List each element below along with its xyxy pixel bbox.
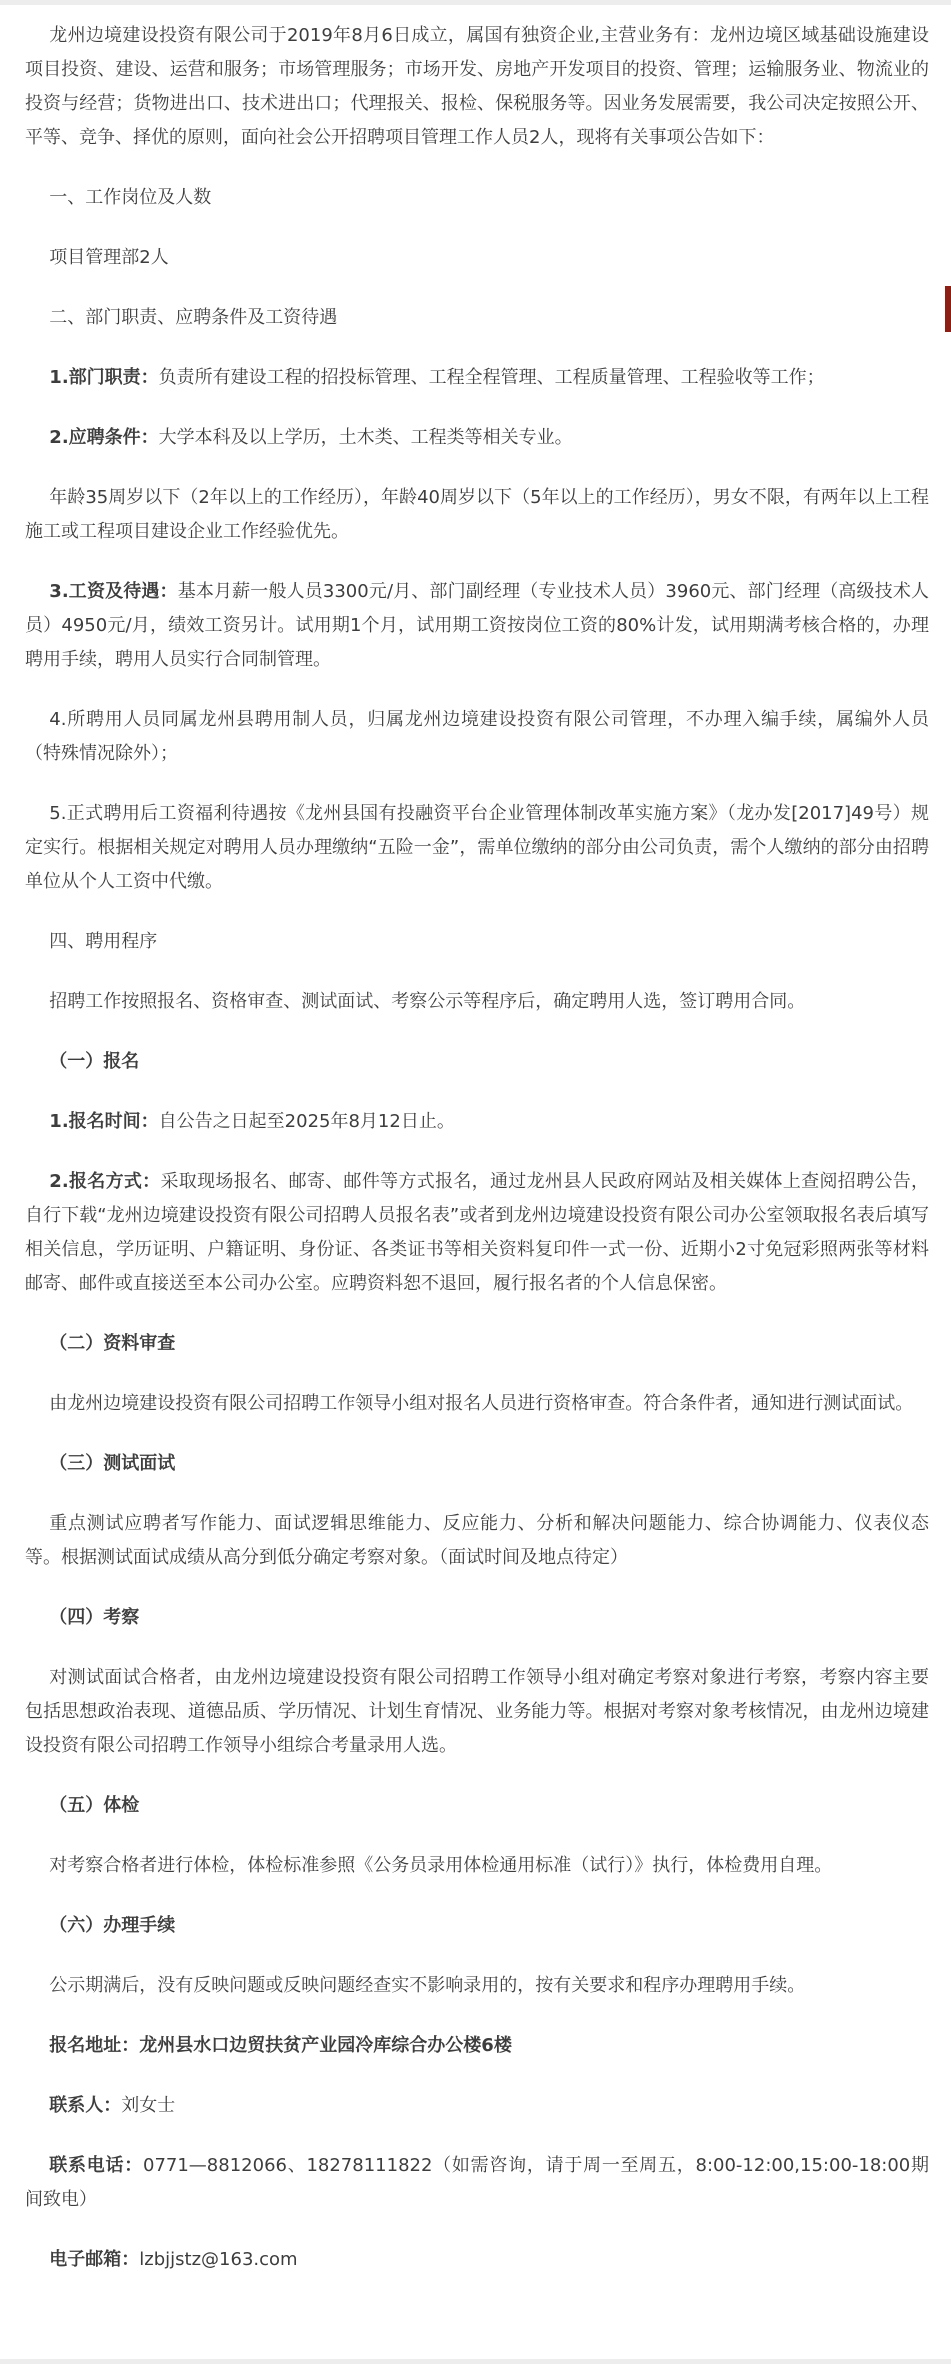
salary-label: 3.工资及待遇： xyxy=(49,581,178,602)
contact-person-label: 联系人： xyxy=(49,2095,122,2116)
salary-item xyxy=(25,575,929,677)
contact-phone xyxy=(25,2149,929,2217)
contact-email-label: 电子邮箱： xyxy=(49,2249,140,2270)
section-1-heading: 一、工作岗位及人数 xyxy=(49,187,212,208)
signup-time-text: 自公告之日起至2025年8月12日止。 xyxy=(158,1111,455,1132)
signup-method-text: 采取现场报名、邮寄、邮件等方式报名，通过龙州县人民政府网站及相关媒体上查阅招聘公告，自行下载“龙州边境建设投资有限公司招聘人员报名表”或者到龙州边境建设投资有限公司办公室领取报名表后填写相关信息，学历证明、户籍证明、身份证、各类证书等相关资料复印件一式一份、近期小2寸免冠彩照两张等材料邮寄、邮件或直接送至本公司办公室。应聘资料恕不退回，履行报名者的个人信息保密。 xyxy=(25,1171,929,1294)
section-2-heading: 二、部门职责、应聘条件及工资待遇 xyxy=(49,307,338,328)
interview-desc: 重点测试应聘者写作能力、面试逻辑思维能力、反应能力、分析和解决问题能力、综合协调能力、仪表仪态等。根据测试面试成绩从高分到低分确定考察对象。（面试时间及地点待定） xyxy=(25,1513,929,1568)
page-bottom-border xyxy=(0,2359,951,2364)
position-count: 项目管理部2人 xyxy=(49,247,169,268)
contact-email xyxy=(25,2243,929,2277)
qualification-label: 2.应聘条件： xyxy=(49,427,159,448)
employment-type-item: 4.所聘用人员同属龙州县聘用制人员，归属龙州边境建设投资有限公司管理，不办理入编手续，属编外人员（特殊情况除外）； xyxy=(25,709,929,764)
contact-person xyxy=(25,2089,929,2123)
welfare-item: 5.正式聘用后工资福利待遇按《龙州县国有投融资平台企业管理体制改革实施方案》（龙办发[2017]49号）规定实行。根据相关规定对聘用人员办理缴纳“五险一金”，需单位缴纳的部分由公司负责，需个人缴纳的部分由招聘单位从个人工资中代缴。 xyxy=(25,803,929,892)
physical-exam-desc: 对考察合格者进行体检，体检标准参照《公务员录用体检通用标准（试行）》执行，体检费用自理。 xyxy=(49,1855,833,1876)
step-3-heading: （三）测试面试 xyxy=(49,1453,176,1474)
contact-phone-label: 联系电话： xyxy=(49,2155,143,2176)
announcement-body xyxy=(0,5,951,2287)
duty-text: 负责所有建设工程的招投标管理、工程全程管理、工程质量管理、工程验收等工作； xyxy=(158,367,825,388)
procedure-overview: 招聘工作按照报名、资格审查、测试面试、考察公示等程序后，确定聘用人选，签订聘用合同。 xyxy=(49,991,806,1012)
contact-phone-text: 0771—8812066、18278111822（如需咨询，请于周一至周五，8:00-12:00,15:00-18:00期间致电） xyxy=(25,2155,930,2210)
review-desc: 由龙州边境建设投资有限公司招聘工作领导小组对报名人员进行资格审查。符合条件者，通知进行测试面试。 xyxy=(49,1393,914,1414)
signup-time-label: 1.报名时间： xyxy=(49,1111,159,1132)
qualification-text: 大学本科及以上学历，土木类、工程类等相关专业。 xyxy=(158,427,573,448)
step-2-heading: （二）资料审查 xyxy=(49,1333,176,1354)
age-requirement: 年龄35周岁以下（2年以上的工作经历），年龄40周岁以下（5年以上的工作经历），男女不限，有两年以上工程施工或工程项目建设企业工作经验优先。 xyxy=(25,487,929,542)
contact-person-text: 刘女士 xyxy=(121,2095,176,2116)
inspection-desc: 对测试面试合格者，由龙州边境建设投资有限公司招聘工作领导小组对确定考察对象进行考察，考察内容主要包括思想政治表现、道德品质、学历情况、计划生育情况、业务能力等。根据对考察对象考核情况，由龙州边境建设投资有限公司招聘工作领导小组综合考量录用人选。 xyxy=(25,1667,929,1756)
scrollbar-thumb[interactable] xyxy=(945,286,951,332)
contact-email-text: lzbjjstz@163.com xyxy=(139,2249,298,2270)
procedure-final-desc: 公示期满后，没有反映问题或反映问题经查实不影响录用的，按有关要求和程序办理聘用手续。 xyxy=(49,1975,806,1996)
signup-method-label: 2.报名方式： xyxy=(49,1171,161,1192)
step-6-heading: （六）办理手续 xyxy=(49,1915,176,1936)
step-1-heading: （一）报名 xyxy=(49,1051,140,1072)
salary-text: 基本月薪一般人员3300元/月、部门副经理（专业技术人员）3960元、部门经理（高级技术人员）4950元/月，绩效工资另计。试用期1个月，试用期工资按岗位工资的80%计发，试用期满考核合格的，办理聘用手续，聘用人员实行合同制管理。 xyxy=(25,581,929,670)
duty-item xyxy=(25,361,929,395)
signup-time xyxy=(25,1105,929,1139)
signup-method xyxy=(25,1165,929,1301)
duty-label: 1.部门职责： xyxy=(49,367,159,388)
qualification-item xyxy=(25,421,929,455)
step-5-heading: （五）体检 xyxy=(49,1795,140,1816)
step-4-heading: （四）考察 xyxy=(49,1607,140,1628)
signup-address: 报名地址：龙州县水口边贸扶贫产业园冷库综合办公楼6楼 xyxy=(49,2035,512,2056)
intro-paragraph: 龙州边境建设投资有限公司于2019年8月6日成立，属国有独资企业,主营业务有：龙州边境区域基础设施建设项目投资、建设、运营和服务；市场管理服务；市场开发、房地产开发项目的投资、管理；运输服务业、物流业的投资与经营；货物进出口、技术进出口；代理报关、报检、保税服务等。因业务发展需要，我公司决定按照公开、平等、竞争、择优的原则，面向社会公开招聘项目管理工作人员2人，现将有关事项公告如下： xyxy=(25,25,929,148)
section-4-heading: 四、聘用程序 xyxy=(49,931,158,952)
